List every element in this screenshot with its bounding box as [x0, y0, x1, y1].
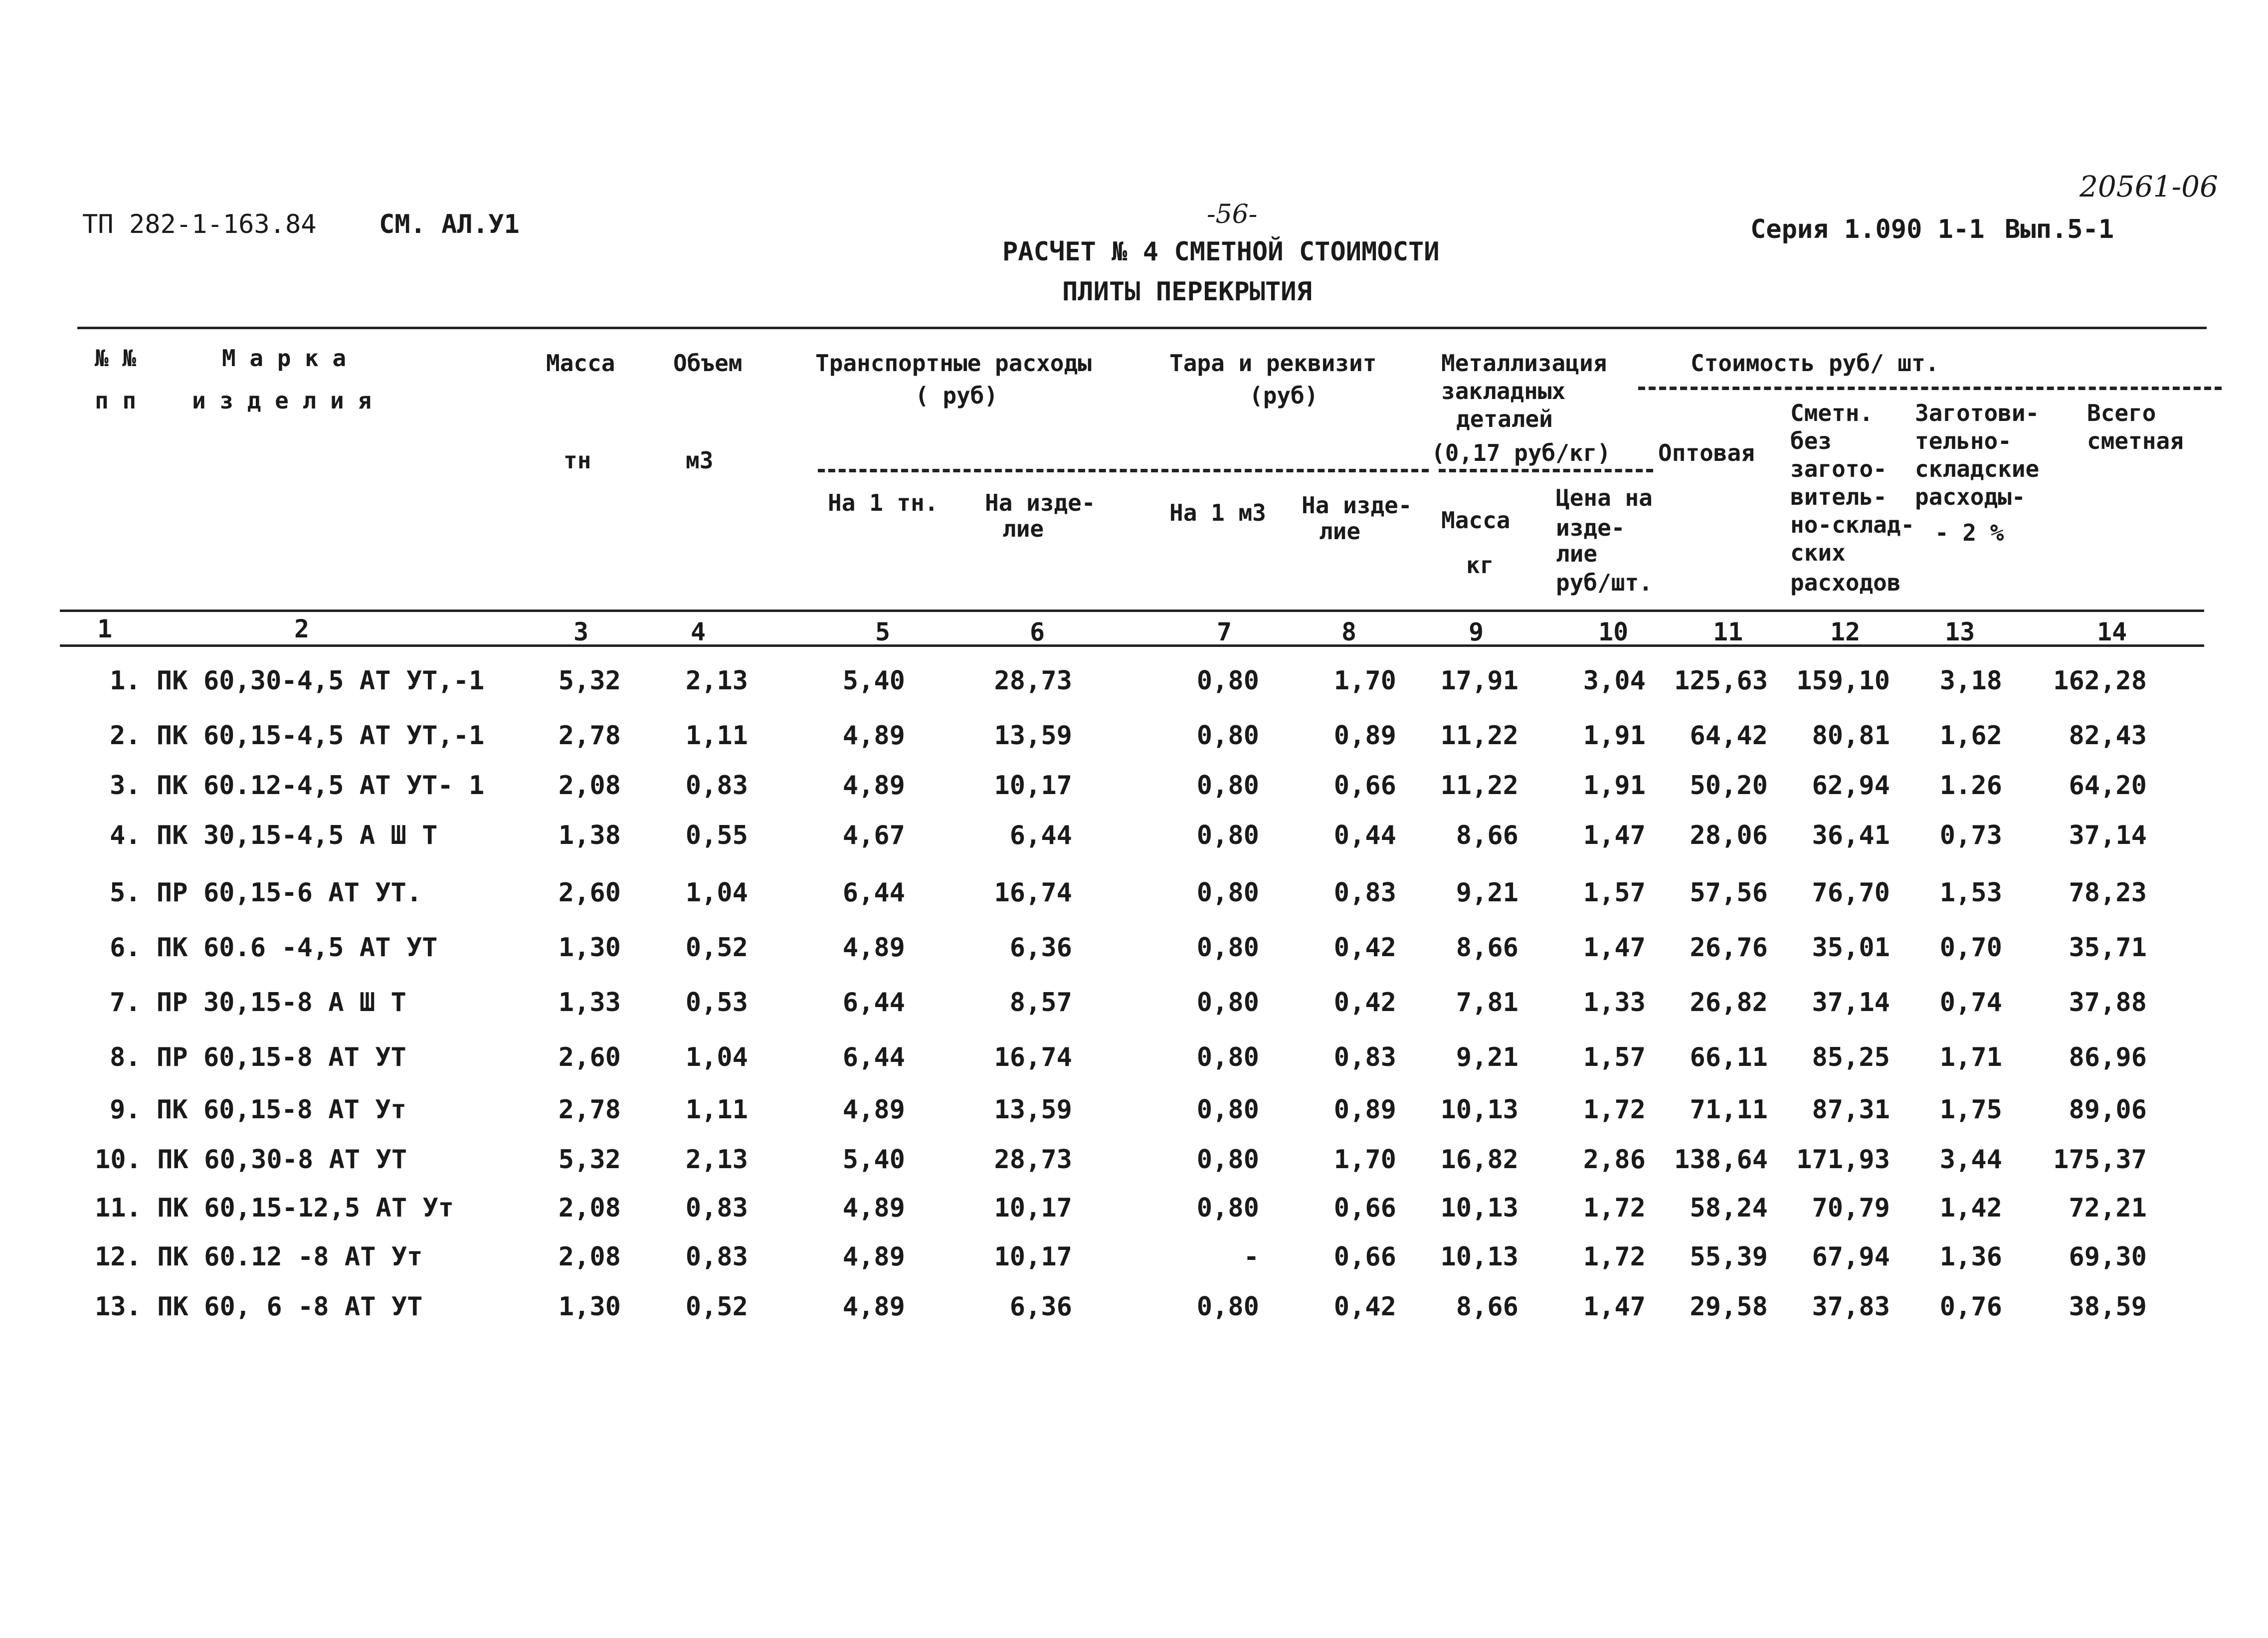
- cell-c10: 1,57: [1583, 1042, 1646, 1072]
- cell-c9: 10,13: [1440, 1095, 1518, 1125]
- cell-c5: 4,89: [842, 1095, 905, 1125]
- cell-c6: 6,44: [1009, 820, 1072, 850]
- stamp-number: 20561-06: [2079, 170, 2218, 204]
- cell-c5: 6,44: [842, 988, 905, 1018]
- cell-c9: 7,81: [1456, 988, 1518, 1018]
- column-number: 8: [1341, 617, 1357, 646]
- cell-c8: 0,44: [1333, 820, 1396, 850]
- column-number: 9: [1469, 617, 1484, 646]
- cell-c14: 38,59: [2069, 1292, 2147, 1322]
- cell-c7: 0,80: [1196, 771, 1259, 801]
- header-total-1: Всего: [2087, 400, 2156, 426]
- cell-c9: 17,91: [1440, 666, 1518, 696]
- cell-c8: 0,83: [1333, 878, 1396, 908]
- header-tara: Тара и реквизит: [1169, 350, 1377, 377]
- header-tara-per-m3: На 1 м3: [1169, 499, 1266, 526]
- cell-c12: 159,10: [1796, 666, 1890, 696]
- cell-c9: 8,66: [1456, 933, 1518, 963]
- header-metal-mass-1: Масса: [1441, 507, 1511, 534]
- cell-c14: 37,88: [2069, 988, 2147, 1018]
- cell-c8: 0,42: [1333, 988, 1396, 1018]
- cell-c9: 8,66: [1456, 820, 1518, 850]
- cell-c11: 71,11: [1690, 1095, 1768, 1125]
- header-mark-line1: М а р к а: [222, 345, 347, 372]
- header-smeta-6: ских: [1790, 539, 1846, 566]
- cell-c12: 87,31: [1812, 1095, 1890, 1125]
- cell-c5: 6,44: [842, 878, 905, 908]
- cell-c10: 1,91: [1583, 771, 1646, 801]
- cell-c10: 1,72: [1583, 1095, 1646, 1125]
- cell-c8: 0,66: [1333, 1193, 1396, 1223]
- column-number: 11: [1713, 617, 1743, 646]
- header-metal-price-3: лие: [1556, 540, 1598, 567]
- cell-c4: 0,83: [685, 1193, 748, 1223]
- cell-c10: 1,72: [1583, 1242, 1646, 1272]
- cell-c3: 1,33: [558, 988, 621, 1018]
- cell-c10: 3,04: [1583, 666, 1646, 696]
- cell-c5: 4,89: [842, 933, 905, 963]
- cell-c7: 0,80: [1196, 1145, 1259, 1175]
- cell-c3: 2,60: [558, 878, 621, 908]
- cell-c12: 36,41: [1812, 820, 1890, 850]
- header-transport-unit: ( руб): [915, 382, 998, 409]
- cell-c12: 35,01: [1812, 933, 1890, 963]
- header-tara-per-item-1: На изде-: [1302, 492, 1412, 519]
- cell-c11: 28,06: [1690, 820, 1768, 850]
- cell-c10: 1,57: [1583, 878, 1646, 908]
- column-number: 13: [1945, 617, 1975, 646]
- header-mass-unit: тн: [564, 447, 591, 474]
- cell-c6: 16,74: [994, 1042, 1072, 1072]
- header-metal-3: деталей: [1456, 406, 1553, 432]
- cell-c10: 1,72: [1583, 1193, 1646, 1223]
- cell-c7: 0,80: [1196, 666, 1259, 696]
- cell-c13: 1,75: [1939, 1095, 2002, 1125]
- header-metal-price-2: изде-: [1556, 514, 1625, 541]
- header-mark-line2: и з д е л и я: [192, 387, 372, 414]
- cell-c13: 0,74: [1939, 988, 2002, 1018]
- product-mark: 10. ПК 60,30-8 АТ УТ: [95, 1145, 407, 1175]
- cell-c4: 0,55: [685, 820, 748, 850]
- cell-c14: 175,37: [2053, 1145, 2147, 1175]
- cell-c11: 55,39: [1690, 1242, 1768, 1272]
- cell-c9: 9,21: [1456, 1042, 1518, 1072]
- product-mark: 12. ПК 60.12 -8 АТ Ут: [95, 1242, 423, 1272]
- cell-c14: 72,21: [2069, 1193, 2147, 1223]
- cell-c4: 2,13: [685, 666, 748, 696]
- header-metal-1: Металлизация: [1441, 350, 1607, 377]
- header-transport-per-item-1: На изде-: [985, 489, 1096, 516]
- cell-c3: 2,60: [558, 1042, 621, 1072]
- cell-c6: 10,17: [994, 771, 1072, 801]
- header-zag-3: складские: [1915, 455, 2040, 482]
- cell-c4: 0,83: [685, 1242, 748, 1272]
- cell-c5: 4,89: [842, 1242, 905, 1272]
- column-number: 1: [97, 614, 113, 643]
- cell-c4: 1,04: [685, 878, 748, 908]
- cell-c11: 29,58: [1690, 1292, 1768, 1322]
- cell-c5: 4,89: [842, 1193, 905, 1223]
- issue-label: Вып.5-1: [2005, 214, 2114, 244]
- cell-c6: 6,36: [1009, 933, 1072, 963]
- product-mark: 2. ПК 60,15-4,5 АТ УТ,-1: [110, 721, 485, 751]
- cell-c13: 3,44: [1939, 1145, 2002, 1175]
- metal-divider-dashed: [1439, 469, 1653, 472]
- header-tara-per-item-2: лие: [1319, 518, 1361, 545]
- cell-c14: 82,43: [2069, 721, 2147, 751]
- cell-c4: 2,13: [685, 1145, 748, 1175]
- cell-c13: 1,42: [1939, 1193, 2002, 1223]
- header-metal-mass-2: кг: [1466, 552, 1494, 579]
- column-number: 3: [573, 617, 589, 646]
- header-smeta-7: расходов: [1790, 569, 1901, 596]
- product-mark: 11. ПК 60,15-12,5 АТ Ут: [95, 1193, 454, 1223]
- header-zag-1: Заготови-: [1915, 400, 2040, 426]
- column-number: 12: [1830, 617, 1861, 646]
- cell-c12: 62,94: [1812, 771, 1890, 801]
- product-mark: 1. ПК 60,30-4,5 АТ УТ,-1: [110, 666, 485, 696]
- cell-c6: 10,17: [994, 1242, 1072, 1272]
- cell-c9: 10,13: [1440, 1193, 1518, 1223]
- cell-c9: 9,21: [1456, 878, 1518, 908]
- cell-c6: 28,73: [994, 1145, 1072, 1175]
- cell-c4: 1,11: [685, 1095, 748, 1125]
- header-smeta-4: витель-: [1790, 483, 1887, 510]
- cell-c12: 67,94: [1812, 1242, 1890, 1272]
- cell-c7: -: [1243, 1242, 1259, 1272]
- cell-c7: 0,80: [1196, 820, 1259, 850]
- cell-c14: 64,20: [2069, 771, 2147, 801]
- header-volume: Объем: [673, 350, 743, 377]
- cell-c3: 2,08: [558, 1193, 621, 1223]
- column-number: 7: [1217, 617, 1232, 646]
- product-mark: 5. ПР 60,15-6 АТ УТ.: [110, 878, 422, 908]
- cell-c6: 13,59: [994, 1095, 1072, 1125]
- product-mark: 6. ПК 60.6 -4,5 АТ УТ: [110, 933, 438, 963]
- header-no-line2: п п: [95, 387, 137, 414]
- cell-c4: 0,52: [685, 1292, 748, 1322]
- cell-c11: 57,56: [1690, 878, 1768, 908]
- cell-c4: 1,04: [685, 1042, 748, 1072]
- product-mark: 3. ПК 60.12-4,5 АТ УТ- 1: [110, 771, 485, 801]
- sheet-reference: СМ. АЛ.У1: [379, 209, 520, 239]
- header-mass: Масса: [546, 350, 615, 377]
- header-zag-5: - 2 %: [1935, 519, 2004, 546]
- column-number: 6: [1030, 617, 1045, 646]
- header-metal-price-1: Цена на: [1556, 484, 1653, 511]
- column-number: 14: [2097, 617, 2127, 646]
- cell-c11: 58,24: [1690, 1193, 1768, 1223]
- header-transport-per-ton: На 1 тн.: [828, 489, 939, 516]
- cell-c7: 0,80: [1196, 1292, 1259, 1322]
- cell-c12: 70,79: [1812, 1193, 1890, 1223]
- cell-c13: 1.26: [1939, 771, 2002, 801]
- cell-c7: 0,80: [1196, 1095, 1259, 1125]
- column-number: 2: [294, 614, 310, 643]
- header-total-2: сметная: [2087, 427, 2184, 454]
- title-line-2: ПЛИТЫ ПЕРЕКРЫТИЯ: [1062, 277, 1312, 307]
- cell-c7: 0,80: [1196, 878, 1259, 908]
- cell-c7: 0,80: [1196, 988, 1259, 1018]
- cell-c11: 50,20: [1690, 771, 1768, 801]
- product-mark: 13. ПК 60, 6 -8 АТ УТ: [95, 1292, 423, 1322]
- cell-c8: 0,66: [1333, 1242, 1396, 1272]
- cell-c7: 0,80: [1196, 721, 1259, 751]
- header-transport: Транспортные расходы: [815, 350, 1092, 377]
- header-zag-2: тельно-: [1915, 427, 2012, 454]
- header-smeta-3: загото-: [1790, 455, 1887, 482]
- cost-divider-dashed: [1638, 387, 2222, 390]
- cell-c14: 86,96: [2069, 1042, 2147, 1072]
- cell-c6: 10,17: [994, 1193, 1072, 1223]
- cell-c12: 37,83: [1812, 1292, 1890, 1322]
- cell-c5: 6,44: [842, 1042, 905, 1072]
- cell-c14: 89,06: [2069, 1095, 2147, 1125]
- cell-c11: 26,76: [1690, 933, 1768, 963]
- product-mark: 9. ПК 60,15-8 АТ Ут: [110, 1095, 406, 1125]
- cell-c5: 5,40: [842, 1145, 905, 1175]
- cell-c8: 0,89: [1333, 721, 1396, 751]
- cell-c4: 0,53: [685, 988, 748, 1018]
- cell-c8: 0,83: [1333, 1042, 1396, 1072]
- header-no-line1: № №: [95, 345, 137, 372]
- product-mark: 7. ПР 30,15-8 А Ш Т: [110, 988, 406, 1018]
- cell-c8: 0,89: [1333, 1095, 1396, 1125]
- page-number: -56-: [1207, 200, 1258, 229]
- table-top-rule: [77, 327, 2207, 329]
- cell-c3: 1,30: [558, 933, 621, 963]
- cell-c12: 171,93: [1796, 1145, 1890, 1175]
- cell-c7: 0,80: [1196, 1193, 1259, 1223]
- cell-c11: 66,11: [1690, 1042, 1768, 1072]
- cell-c5: 4,89: [842, 771, 905, 801]
- cell-c5: 4,89: [842, 721, 905, 751]
- header-transport-per-item-2: лие: [1002, 515, 1044, 542]
- cell-c12: 76,70: [1812, 878, 1890, 908]
- header-zag-4: расходы-: [1915, 483, 2026, 510]
- column-number: 5: [875, 617, 891, 646]
- cell-c13: 0,73: [1939, 820, 2002, 850]
- cell-c13: 1,71: [1939, 1042, 2002, 1072]
- cell-c8: 0,66: [1333, 771, 1396, 801]
- header-metal-4: (0,17 руб/кг): [1431, 439, 1611, 466]
- header-smeta-2: без: [1790, 427, 1832, 454]
- cell-c10: 1,47: [1583, 1292, 1646, 1322]
- cell-c8: 0,42: [1333, 1292, 1396, 1322]
- header-wholesale: Оптовая: [1658, 439, 1755, 466]
- cell-c13: 1,53: [1939, 878, 2002, 908]
- cell-c14: 37,14: [2069, 820, 2147, 850]
- cell-c14: 69,30: [2069, 1242, 2147, 1272]
- cell-c8: 0,42: [1333, 933, 1396, 963]
- cell-c9: 11,22: [1440, 771, 1518, 801]
- cell-c13: 1,36: [1939, 1242, 2002, 1272]
- cell-c11: 64,42: [1690, 721, 1768, 751]
- cell-c12: 37,14: [1812, 988, 1890, 1018]
- header-tara-unit: (руб): [1249, 382, 1319, 409]
- cell-c8: 1,70: [1333, 666, 1396, 696]
- cell-c10: 1,33: [1583, 988, 1646, 1018]
- cell-c8: 1,70: [1333, 1145, 1396, 1175]
- header-cost: Стоимость руб/ шт.: [1691, 350, 1939, 377]
- cell-c14: 78,23: [2069, 878, 2147, 908]
- cell-c3: 2,08: [558, 771, 621, 801]
- header-bottom-rule: [60, 610, 2204, 612]
- cell-c6: 28,73: [994, 666, 1072, 696]
- cell-c13: 1,62: [1939, 721, 2002, 751]
- cell-c7: 0,80: [1196, 1042, 1259, 1072]
- cell-c4: 0,52: [685, 933, 748, 963]
- cell-c5: 4,89: [842, 1292, 905, 1322]
- transport-divider-dashed: [818, 469, 1429, 472]
- column-number: 4: [691, 617, 706, 646]
- cell-c3: 2,78: [558, 1095, 621, 1125]
- cell-c6: 8,57: [1009, 988, 1072, 1018]
- cell-c10: 1,91: [1583, 721, 1646, 751]
- cell-c9: 11,22: [1440, 721, 1518, 751]
- cell-c5: 4,67: [842, 820, 905, 850]
- cell-c7: 0,80: [1196, 933, 1259, 963]
- cell-c13: 3,18: [1939, 666, 2002, 696]
- header-smeta-1: Сметн.: [1790, 400, 1874, 426]
- cell-c3: 2,78: [558, 721, 621, 751]
- cell-c9: 16,82: [1440, 1145, 1518, 1175]
- cell-c12: 80,81: [1812, 721, 1890, 751]
- cell-c14: 35,71: [2069, 933, 2147, 963]
- cell-c6: 6,36: [1009, 1292, 1072, 1322]
- cell-c9: 10,13: [1440, 1242, 1518, 1272]
- cell-c11: 26,82: [1690, 988, 1768, 1018]
- cell-c9: 8,66: [1456, 1292, 1518, 1322]
- cell-c10: 2,86: [1583, 1145, 1646, 1175]
- cell-c11: 125,63: [1674, 666, 1768, 696]
- header-metal-2: закладных: [1441, 378, 1566, 405]
- cell-c13: 0,70: [1939, 933, 2002, 963]
- cell-c5: 5,40: [842, 666, 905, 696]
- column-number: 10: [1598, 617, 1629, 646]
- header-metal-price-4: руб/шт.: [1556, 569, 1653, 596]
- cell-c3: 2,08: [558, 1242, 621, 1272]
- cell-c3: 5,32: [558, 1145, 621, 1175]
- cell-c10: 1,47: [1583, 933, 1646, 963]
- cell-c4: 0,83: [685, 771, 748, 801]
- cell-c11: 138,64: [1674, 1145, 1768, 1175]
- cell-c4: 1,11: [685, 721, 748, 751]
- title-line-1: РАСЧЕТ № 4 СМЕТНОЙ СТОИМОСТИ: [1002, 237, 1440, 267]
- cell-c14: 162,28: [2053, 666, 2147, 696]
- product-mark: 4. ПК 30,15-4,5 А Ш Т: [110, 820, 438, 850]
- cell-c3: 1,30: [558, 1292, 621, 1322]
- cell-c13: 0,76: [1939, 1292, 2002, 1322]
- cell-c10: 1,47: [1583, 820, 1646, 850]
- cell-c3: 1,38: [558, 820, 621, 850]
- document-code: ТП 282-1-163.84: [82, 209, 317, 239]
- header-volume-unit: м3: [686, 447, 714, 474]
- cell-c6: 16,74: [994, 878, 1072, 908]
- column-numbers-rule: [60, 644, 2204, 647]
- cell-c12: 85,25: [1812, 1042, 1890, 1072]
- cell-c3: 5,32: [558, 666, 621, 696]
- cell-c6: 13,59: [994, 721, 1072, 751]
- product-mark: 8. ПР 60,15-8 АТ УТ: [110, 1042, 406, 1072]
- series-label: Серия 1.090 1-1: [1750, 214, 1985, 244]
- header-smeta-5: но-склад-: [1790, 511, 1915, 538]
